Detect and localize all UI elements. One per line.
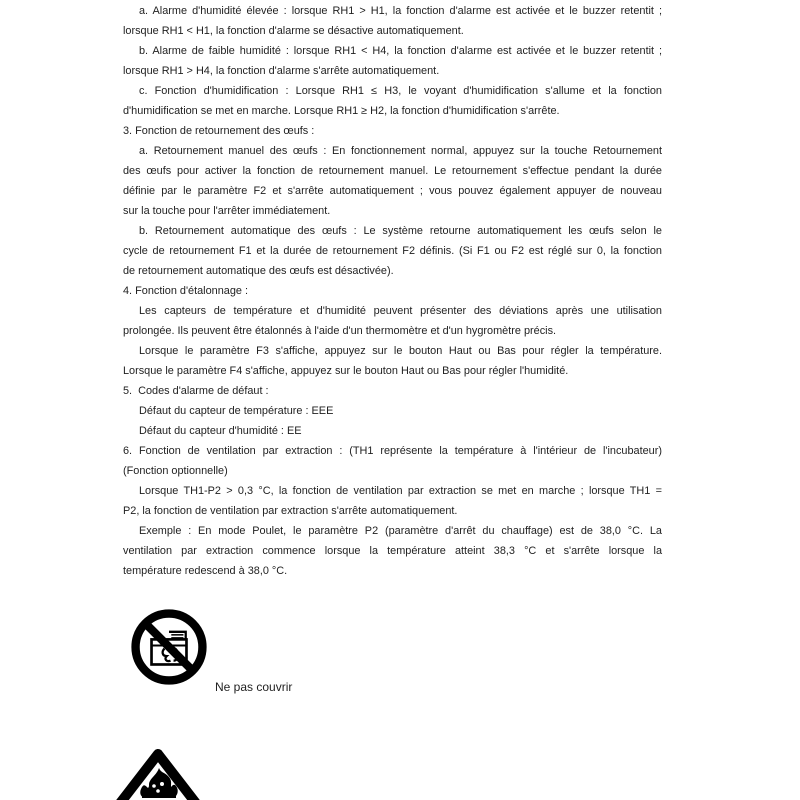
text-line: b. Alarme de faible humidité : lorsque RH1 < H4, la fonction d'alarme est activée et le buzzer retentit ; bbox=[139, 45, 662, 57]
text-line: cycle de retournement F1 et la durée de retournement F2 définis. (Si F1 ou F2 est réglé sur 0, la fonction bbox=[123, 245, 662, 257]
text-line: de retournement automatique des œufs est désactivée). bbox=[123, 265, 394, 277]
text-line: 4. Fonction d'étalonnage : bbox=[123, 285, 248, 297]
text-line: lorsque RH1 > H4, la fonction d'alarme s'arrête automatiquement. bbox=[123, 65, 440, 77]
text-line: Lorsque le paramètre F4 s'affiche, appuyez sur le bouton Haut ou Bas pour régler l'humidité. bbox=[123, 365, 569, 377]
text-line: a. Alarme d'humidité élevée : lorsque RH1 > H1, la fonction d'alarme est activée et le buzzer retentit ; bbox=[139, 5, 662, 17]
no-cover-prohibition-icon bbox=[131, 609, 207, 685]
flammable-warning-symbol bbox=[100, 744, 216, 800]
do-not-cover-caption: Ne pas couvrir bbox=[215, 680, 293, 694]
text-line: Défaut du capteur d'humidité : EE bbox=[139, 425, 302, 437]
text-line: des œufs pour activer la fonction de retournement manuel. Le retournement s'effectue pendant la durée bbox=[123, 165, 662, 177]
text-line: lorsque RH1 < H1, la fonction d'alarme se désactive automatiquement. bbox=[123, 25, 464, 37]
text-line: (Fonction optionnelle) bbox=[123, 465, 228, 477]
text-line: définie par le paramètre F2 et s'arrête automatiquement ; vous pouvez également appuyer de nouveau bbox=[123, 185, 662, 197]
text-line: Défaut du capteur de température : EEE bbox=[139, 405, 334, 417]
text-line: Lorsque le paramètre F3 s'affiche, appuyez sur le bouton Haut ou Bas pour régler la température. bbox=[139, 345, 662, 357]
do-not-cover-symbol bbox=[131, 609, 207, 685]
text-line: d'humidification se met en marche. Lorsque RH1 ≥ H2, la fonction d'humidification s'arrête. bbox=[123, 105, 560, 117]
text-line: Lorsque TH1-P2 > 0,3 °C, la fonction de ventilation par extraction se met en marche ; lorsque TH1 = bbox=[139, 485, 662, 497]
text-line: P2, la fonction de ventilation par extraction s'arrête automatiquement. bbox=[123, 505, 458, 517]
text-line: 6. Fonction de ventilation par extraction : (TH1 représente la température à l'intérieur de l'incubateur) bbox=[123, 445, 662, 457]
text-line: a. Retournement manuel des œufs : En fonctionnement normal, appuyez sur la touche Retournement bbox=[139, 145, 662, 157]
text-line: Exemple : En mode Poulet, le paramètre P2 (paramètre d'arrêt du chauffage) est de 38,0 °C. La bbox=[139, 525, 662, 537]
text-line: b. Retournement automatique des œufs : Le système retourne automatiquement les œufs selon le bbox=[139, 225, 662, 237]
text-line: température redescend à 38,0 °C. bbox=[123, 565, 288, 577]
text-line: sur la touche pour l'arrêter immédiatement. bbox=[123, 205, 331, 217]
text-line: prolongée. Ils peuvent être étalonnés à l'aide d'un thermomètre et d'un hygromètre précis. bbox=[123, 325, 557, 337]
text-line: Les capteurs de température et d'humidité peuvent présenter des déviations après une utilisation bbox=[139, 305, 662, 317]
text-line: 3. Fonction de retournement des œufs : bbox=[123, 125, 315, 137]
document-text bbox=[123, 1, 662, 581]
text-line: c. Fonction d'humidification : Lorsque RH1 ≤ H3, le voyant d'humidification s'allume et la fonction bbox=[139, 85, 662, 97]
text-line: ventilation par extraction commence lorsque la température atteint 38,3 °C et s'arrête lorsque la bbox=[123, 545, 662, 557]
text-line: 5. Codes d'alarme de défaut : bbox=[123, 385, 269, 397]
flammable-warning-icon bbox=[100, 744, 216, 800]
